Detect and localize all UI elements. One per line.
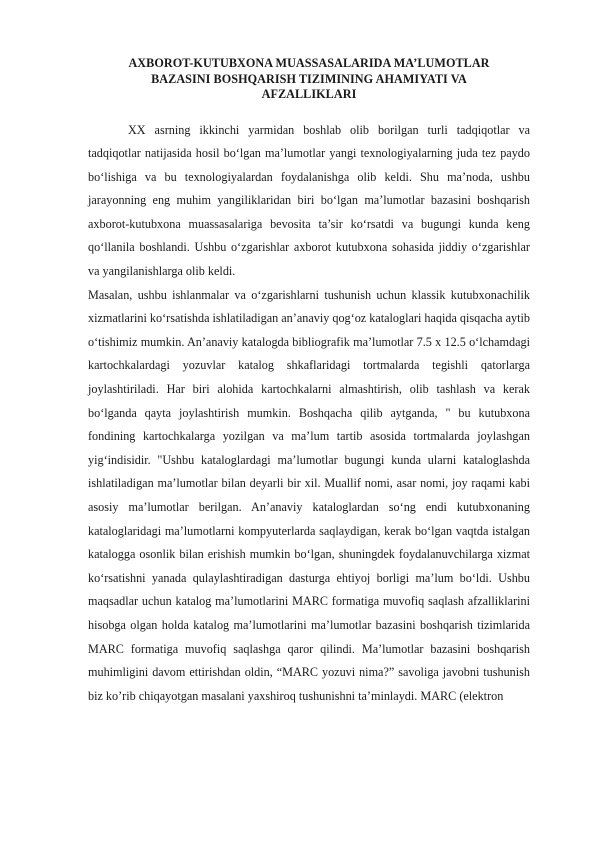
title-line-2: BAZASINI BOSHQARISH TIZIMINING AHAMIYATI VA [151,71,467,86]
title-line-1: AXBOROT-KUTUBXONA MUASSASALARIDA MA’LUMOTLAR [128,56,490,70]
body-paragraph-2: Masalan, ushbu ishlanmalar va o‘zgarishlarni tushunish uchun klassik kutubxonachilik xizmatlarini ko‘rsatishda ishlatiladigan an’anaviy qog‘oz kataloglari haqida qisqacha aytib o‘tishimiz mumkin. An’anaviy katalogda bibliografik ma’lumotlar 7.5 x 12.5 o‘lchamdagi kartochkalardagi yozuvlar katalog shkaflaridagi tortmalarda tegishli qatorlarga joylashtiriladi. Har biri alohida kartochkalarni almashtirish, olib tashlash va kerak bo‘lganda qayta joylashtirish mumkin. Boshqacha qilib aytganda, " bu kutubxona fondining kartochkalarga yozilgan va ma’lum tartib asosida tortmalarda joylashgan yig‘indisidir. "Ushbu kataloglardagi ma’lumotlar bugungi kunda ularni kataloglashda ishlatiladigan ma’lumotlar bilan deyarli bir xil. Muallif nomi, asar nomi, joy raqami kabi asosiy ma’lumotlar berilgan. An’anaviy kataloglardan so‘ng endi kutubxonaning kataloglaridagi ma’lumotlarni kompyuterlarda saqlaydigan, kerak bo‘lgan vaqtda istalgan katalogga osonlik bilan erishish mumkin bo‘lgan, shuningdek foydalanuvchilarga xizmat ko‘rsatishni yanada qulaylashtiradigan dasturga ehtiyoj borligi ma’lum bo‘ldi. Ushbu maqsadlar uchun katalog ma’lumotlarini MARC formatiga muvofiq saqlash afzalliklarini hisobga olgan holda katalog ma’lumotlarini ma’lumotlar bazasini boshqarish tizimlarida MARC formatiga muvofiq saqlashga qaror qilindi. Ma’lumotlar bazasini boshqarish muhimligini davom ettirishdan oldin, “MARC yozuvi nima?” savoliga javobni tushunish biz ko’rib chiqayotgan masalani yaxshiroq tushunishni ta’minlaydi. MARC (elektron [88,287,530,703]
body-paragraph-1: XX asrning ikkinchi yarmidan boshlab olib borilgan turli tadqiqotlar va tadqiqotlar natijasida hosil bo‘lgan ma’lumotlar yangi texnologiyalarning juda tez paydo bo‘lishiga va bu texnologiyalardan foydalanishga olib keldi. Shu ma’noda, ushbu jarayonning eng muhim yangiliklaridan biri bo‘lgan ma’lumotlar bazasini boshqarish axborot-kutubxona muassasalariga bevosita ta’sir ko‘rsatdi va bugungi kunda keng qo‘llanila boshlandi. Ushbu o‘zgarishlar axborot kutubxona sohasida jiddiy o‘zgarishlar va yangilanishlarga olib keldi. [88,122,530,279]
document-title [88,56,530,103]
title-line-3: AFZALLIKLARI [261,87,357,101]
title-spacer [88,103,530,119]
document-page [88,56,530,708]
